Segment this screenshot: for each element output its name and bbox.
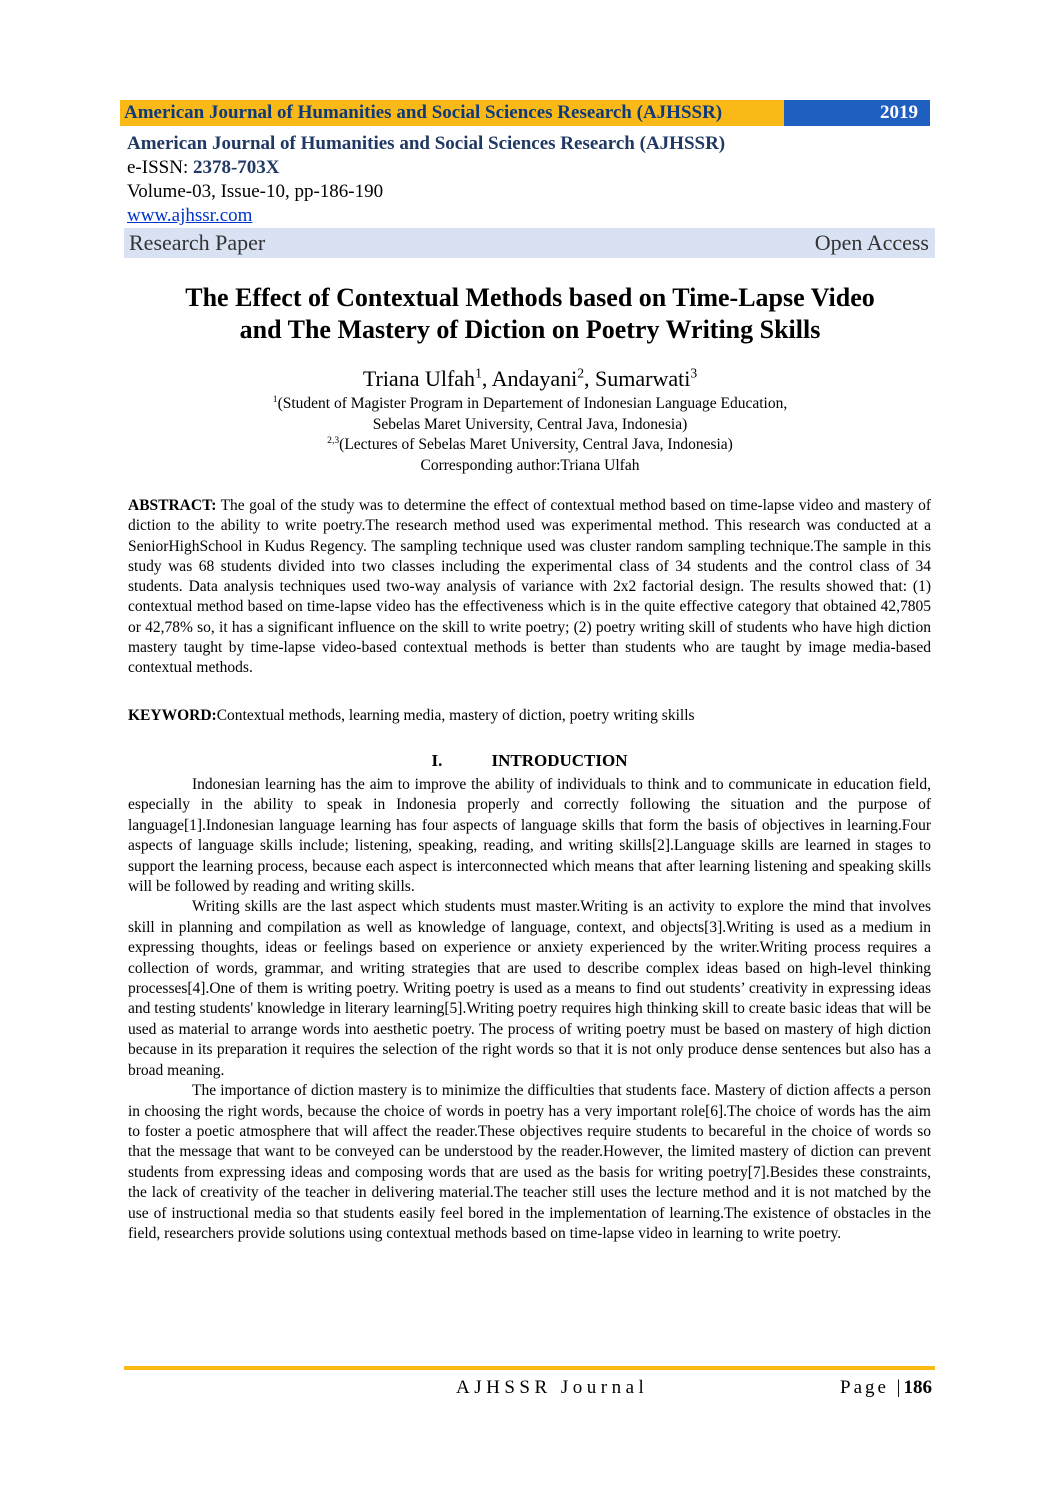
affiliation-text: (Lectures of Sebelas Maret University, Central Java, Indonesia) (339, 436, 733, 453)
page-number: 186 (903, 1377, 932, 1398)
abstract (128, 496, 931, 679)
paper-type-bar (124, 228, 935, 258)
title-line-1: The Effect of Contextual Methods based on Time-Lapse Video (185, 283, 875, 312)
journal-meta (127, 131, 937, 227)
introduction-body (128, 775, 931, 1244)
issn-value: 2378-703X (192, 157, 280, 178)
affiliation-1-line-1 (100, 394, 960, 415)
journal-header-bar (120, 100, 930, 126)
section-number: I. (431, 751, 443, 770)
affiliation-2 (100, 435, 960, 456)
footer-journal: AJHSSR Journal (456, 1377, 649, 1398)
paragraph: The importance of diction mastery is to minimize the difficulties that students face. Mastery of diction affects a person in choosing the right words, because the choice of words in poetry has a very important role[6].The choice of words has the aim to foster a poetic atmosphere that will affect the reader.These objectives require students to becareful in the choice of words so that the message that want to be conveyed can be understood by the reader.However, the limited mastery of diction can prevent students from expressing ideas and composing words that are used as the basis for writing poetry[7].Besides these constraints, the lack of creativity of the teacher in delivering material.The teacher still uses the lecture method and it is not matched by the use of instructional media so that students easily feel bored in the implementation of learning.The existence of obstacles in the field, researchers provide solutions using contextual methods based on time-lapse video in learning to write poetry. (128, 1082, 931, 1242)
author-name: Andayani (491, 366, 578, 391)
affiliation-sup: 1 (272, 393, 278, 405)
footer-rule (124, 1366, 935, 1370)
journal-bar-title: American Journal of Humanities and Social Sciences Research (AJHSSR) (120, 100, 784, 126)
author-sup: 2 (577, 365, 585, 381)
keywords (128, 706, 931, 726)
abstract-label: ABSTRACT: (128, 497, 217, 514)
author-sep: , (584, 366, 596, 391)
section-heading (128, 751, 931, 771)
paragraph: Indonesian learning has the aim to improve the ability of individuals to think and to communicate in education field, especially in the ability to speak in Indonesia properly and correctly following the situation and the purpose of language[1].Indonesian language learning has four aspects of language skills that form the basis of objectives in learning.Four aspects of language skills include; listening, speaking, reading, and writing skills[2].Language skills are learned in stages to support the learning process, because each aspect is interconnected which means that after learning listening and speaking skills will be followed by reading and writing skills. (128, 776, 931, 896)
affiliations (100, 394, 960, 476)
footer-page (840, 1377, 932, 1399)
issn-line (127, 156, 937, 180)
volume-line: Volume-03, Issue-10, pp-186-190 (127, 181, 384, 202)
journal-bar-year: 2019 (784, 100, 930, 126)
abstract-text: The goal of the study was to determine the effect of contextual method based on time-lapse video and mastery of diction to the ability to write poetry.The research method used was experimental method. This research was conducted at a SeniorHighSchool in Kudus Regency. The sampling technique used was cluster random sampling technique.The sample in this study was 68 students divided into two classes including the experimental class of 34 students and the control class of 34 students. Data analysis techniques used two-way analysis of variance with 2x2 factorial design. The results showed that: (1) contextual method based on time-lapse video has the effectiveness which is in the quite effective category that obtained 42,7805 or 42,78% so, it has a significant influence on the skill to write poetry; (2) poetry writing skill of students who have high diction mastery taught by time-lapse video-based contextual methods is better than students who are taught by image media-based contextual methods. (128, 497, 931, 677)
keyword-text: Contextual methods, learning media, mastery of diction, poetry writing skills (216, 707, 695, 724)
affiliation-sup: 2,3 (327, 434, 340, 446)
author-list (100, 366, 960, 392)
paper-title (100, 282, 960, 346)
journal-url-link[interactable]: www.ajhssr.com (127, 205, 253, 226)
issn-label: e-ISSN: (127, 157, 193, 178)
author-sep: , (481, 366, 492, 391)
keyword-label: KEYWORD: (128, 707, 217, 724)
affiliation-text: (Student of Magister Program in Departement of Indonesian Language Education, (277, 395, 788, 412)
author-sup: 3 (690, 365, 698, 381)
author-name: Triana Ulfah (362, 366, 476, 391)
paper-type: Research Paper (129, 230, 266, 255)
paragraph: Writing skills are the last aspect which students must master.Writing is an activity to explore the mind that involves skill in planning and compilation as well as knowledge of language, context, and objects[3].Writing is used as a medium in expressing thoughts, ideas or feelings based on experience or anxiety experienced by the writer.Writing process requires a collection of words, grammar, and writing strategies that are used to describe complex ideas based on high-level thinking processes[4].One of them is writing poetry. Writing poetry is used as a means to find out students’ creativity in expressing ideas and testing students' knowledge in literary learning[5].Writing poetry requires high thinking skill to create basic ideas that will be used as material to arrange words into aesthetic poetry. The process of writing poetry must be based on mastery of high diction because in its preparation it requires the selection of the right words so that it is not only produce dense sentences but also has a broad meaning. (128, 898, 931, 1079)
author-name: Sumarwati (595, 366, 691, 391)
page-label: Page | (840, 1377, 904, 1398)
affiliation-1-line-2: Sebelas Maret University, Central Java, Indonesia) (372, 415, 688, 433)
author-sup: 1 (475, 365, 482, 381)
section-title: INTRODUCTION (491, 751, 628, 770)
journal-name: American Journal of Humanities and Social Sciences Research (AJHSSR) (127, 133, 726, 154)
title-line-2: and The Mastery of Diction on Poetry Writing Skills (239, 315, 821, 344)
corresponding-author: Corresponding author:Triana Ulfah (420, 456, 640, 474)
access-type: Open Access (814, 230, 929, 255)
